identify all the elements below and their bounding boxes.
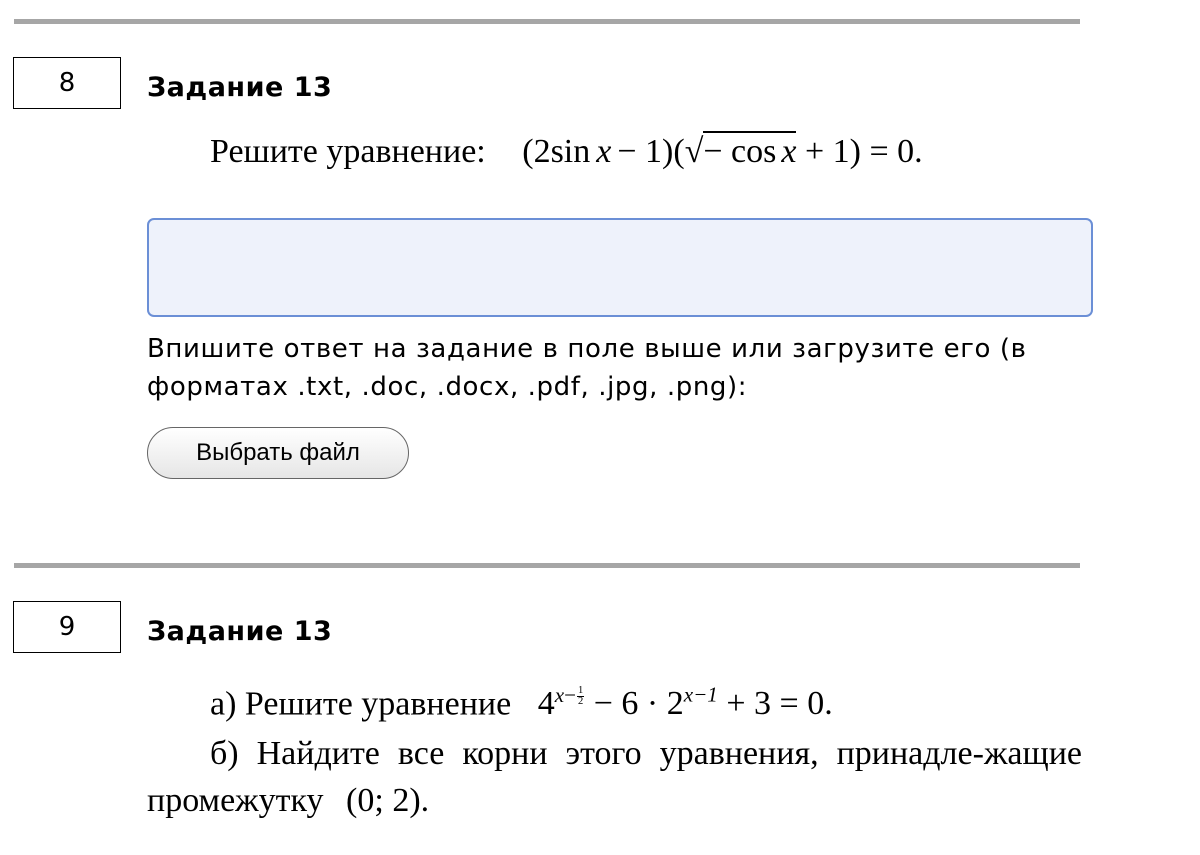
task-number-box	[13, 601, 121, 653]
section-divider	[14, 563, 1080, 568]
task-title: Задание 13	[147, 616, 333, 647]
answer-input[interactable]	[147, 218, 1093, 317]
upload-hint: Впишите ответ на задание в поле выше или загрузите его (в форматах .txt, .doc, .docx, .pdf, .jpg, .png):	[147, 334, 1027, 402]
section-divider	[14, 19, 1080, 24]
task-title: Задание 13	[147, 72, 333, 103]
part-a-label: а) Решите уравнение	[210, 685, 512, 723]
task-problem	[210, 131, 923, 169]
part-a	[210, 685, 833, 721]
task-number: 9	[58, 612, 76, 642]
part-b-text: б) Найдите все корни этого уравнения, принадле-жащие промежутку	[147, 735, 1082, 819]
prompt-label: Решите уравнение:	[210, 133, 486, 170]
equation: (2sin x − 1)(√− cos x + 1) = 0.	[522, 133, 923, 170]
task-number-box	[13, 57, 121, 109]
fraction: $\frac{1}{2}$	[577, 684, 584, 708]
equation-a: $4^{x- \frac{1}{2}}$ − $6 \cdot 2^{x-1} + 3 = 0$.	[537, 683, 833, 723]
sqrt-symbol: √− cos x	[684, 133, 797, 170]
choose-file-button[interactable]: Выбрать файл	[147, 427, 409, 479]
part-b: б) Найдите все корни этого уравнения, принадле-жащие промежутку (0; 2).	[147, 735, 1082, 819]
interval: (0; 2)	[346, 782, 421, 819]
task-number: 8	[58, 68, 76, 98]
